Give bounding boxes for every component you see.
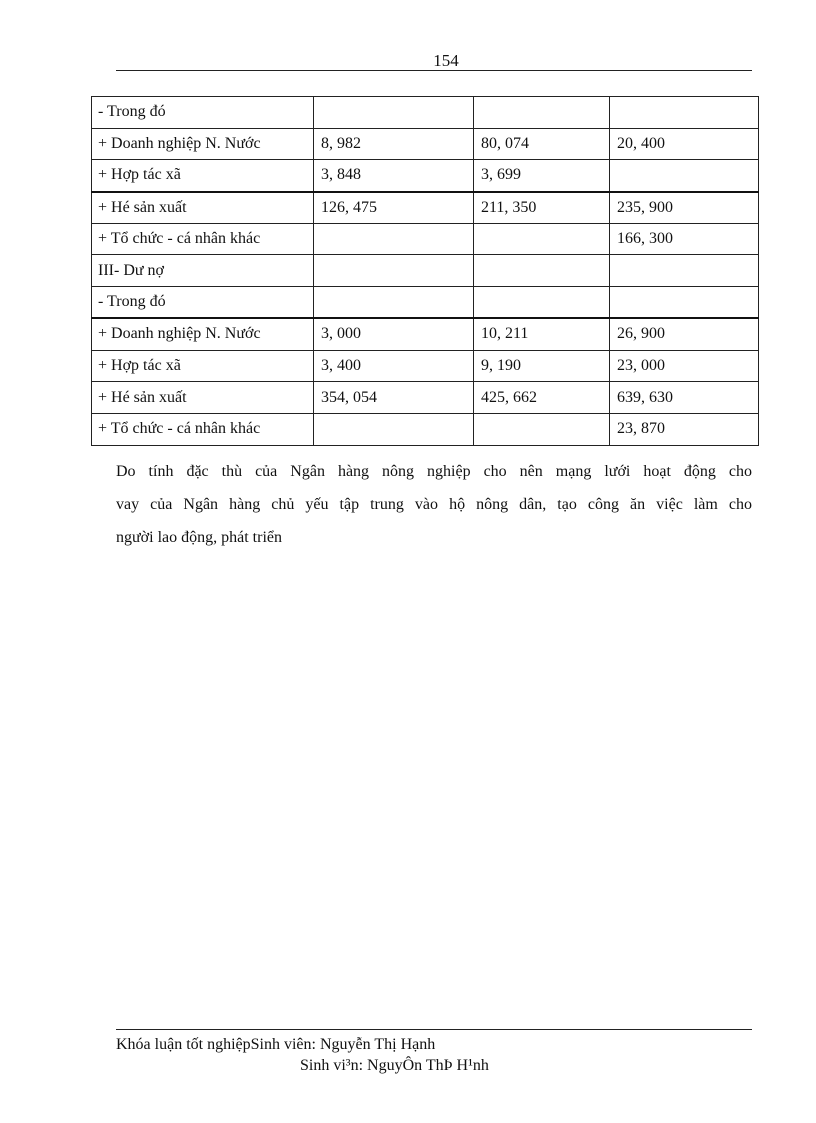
- row-label: - Trong đó: [92, 97, 314, 129]
- cell-value: 354, 054: [314, 382, 474, 414]
- footer-author-line: Khóa luận tốt nghiệpSinh viên: Nguyễn Thị Hạnh: [116, 1036, 436, 1053]
- cell-value: [314, 413, 474, 445]
- cell-value: [474, 223, 610, 255]
- row-label: III- Dư nợ: [92, 255, 314, 287]
- cell-value: 211, 350: [474, 192, 610, 224]
- cell-value: [314, 223, 474, 255]
- cell-value: 23, 870: [610, 413, 759, 445]
- row-label: + Tổ chức - cá nhân khác: [92, 223, 314, 255]
- footer-rule: [116, 1029, 752, 1030]
- cell-value: 126, 475: [314, 192, 474, 224]
- row-label: + Doanh nghiệp N. Nước: [92, 318, 314, 350]
- data-table: [91, 96, 759, 446]
- cell-value: [610, 287, 759, 319]
- body-line: Do tính đặc thù của Ngân hàng nông nghiệp cho nên mạng lưới hoạt động cho: [116, 463, 752, 480]
- footer-author-line-garbled: Sinh vi³n: NguyÔn ThÞ H¹nh: [300, 1057, 489, 1074]
- table-row: [92, 128, 759, 160]
- cell-value: 425, 662: [474, 382, 610, 414]
- cell-value: 3, 000: [314, 318, 474, 350]
- row-label: + Hợp tác xã: [92, 160, 314, 192]
- cell-value: [474, 287, 610, 319]
- body-line: vay của Ngân hàng chủ yếu tập trung vào hộ nông dân, tạo công ăn việc làm cho: [116, 496, 752, 513]
- cell-value: 80, 074: [474, 128, 610, 160]
- cell-value: [474, 413, 610, 445]
- body-paragraph: [116, 455, 752, 554]
- cell-value: 166, 300: [610, 223, 759, 255]
- table-row: [92, 350, 759, 382]
- table-row: [92, 287, 759, 319]
- cell-value: [314, 287, 474, 319]
- row-label: + Hợp tác xã: [92, 350, 314, 382]
- cell-value: [610, 160, 759, 192]
- row-label: - Trong đó: [92, 287, 314, 319]
- cell-value: 3, 400: [314, 350, 474, 382]
- table-row: [92, 382, 759, 414]
- cell-value: [474, 255, 610, 287]
- row-label: + Hé sản xuất: [92, 382, 314, 414]
- cell-value: 23, 000: [610, 350, 759, 382]
- cell-value: 235, 900: [610, 192, 759, 224]
- cell-value: 10, 211: [474, 318, 610, 350]
- table-row: [92, 318, 759, 350]
- cell-value: [610, 255, 759, 287]
- cell-value: 3, 699: [474, 160, 610, 192]
- table-row: [92, 97, 759, 129]
- header-rule: [116, 70, 752, 71]
- row-label: + Tổ chức - cá nhân khác: [92, 413, 314, 445]
- cell-value: 639, 630: [610, 382, 759, 414]
- body-line: người lao động, phát triển: [116, 529, 282, 546]
- cell-value: 9, 190: [474, 350, 610, 382]
- cell-value: 8, 982: [314, 128, 474, 160]
- table-row: [92, 223, 759, 255]
- table-row: [92, 255, 759, 287]
- table-row: [92, 192, 759, 224]
- cell-value: 20, 400: [610, 128, 759, 160]
- cell-value: 3, 848: [314, 160, 474, 192]
- table-row: [92, 413, 759, 445]
- page-number: 154: [433, 51, 459, 70]
- cell-value: 26, 900: [610, 318, 759, 350]
- table-row: [92, 160, 759, 192]
- cell-value: [474, 97, 610, 129]
- cell-value: [314, 97, 474, 129]
- row-label: + Hé sản xuất: [92, 192, 314, 224]
- row-label: + Doanh nghiệp N. Nước: [92, 128, 314, 160]
- cell-value: [314, 255, 474, 287]
- cell-value: [610, 97, 759, 129]
